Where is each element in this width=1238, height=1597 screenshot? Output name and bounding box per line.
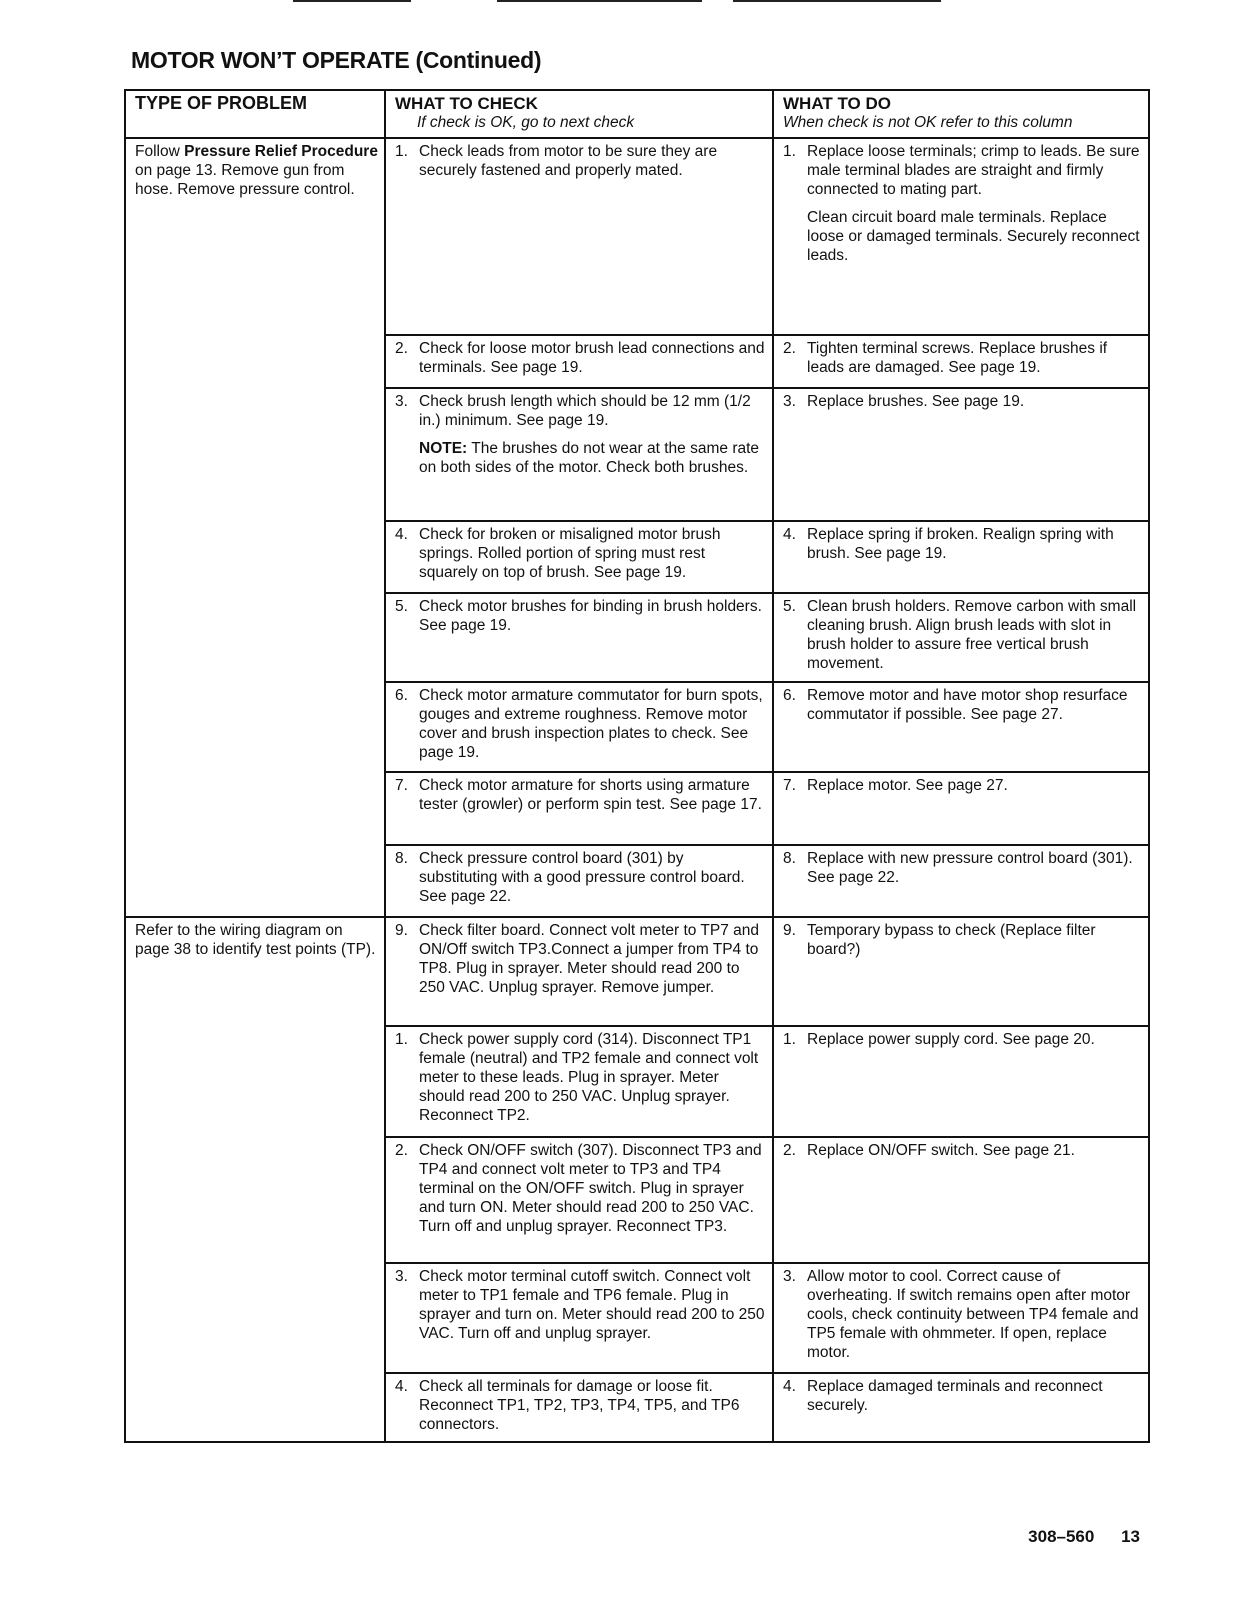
check-text: Check motor brushes for binding in brush holders. See page 19. <box>419 598 762 634</box>
check-number: 9. <box>395 922 408 939</box>
check-cell <box>385 138 773 335</box>
doc-number: 308–560 <box>1028 1527 1095 1546</box>
check-cell <box>385 388 773 521</box>
problem-emphasis: Pressure Relief Procedure <box>184 143 378 160</box>
action-number: 8. <box>783 850 796 867</box>
action-cell <box>773 388 1149 521</box>
check-cell <box>385 1026 773 1137</box>
page-footer <box>1006 1527 1140 1547</box>
problem-cell <box>125 917 385 1442</box>
check-number: 2. <box>395 1142 408 1159</box>
check-note <box>419 439 766 477</box>
check-cell <box>385 772 773 845</box>
top-rule-left <box>293 0 411 2</box>
check-text: Check motor terminal cutoff switch. Connect volt meter to TP1 female and TP6 female. Plug in sprayer and turn on. Meter should read 200 to 250 VAC. Turn off and unplug sprayer. <box>419 1268 765 1342</box>
action-text: Replace with new pressure control board (301). See page 22. <box>807 850 1133 886</box>
action-number: 4. <box>783 1378 796 1395</box>
top-rule-middle <box>497 0 702 2</box>
action-cell <box>773 1373 1149 1442</box>
action-cell <box>773 845 1149 917</box>
action-cell <box>773 1026 1149 1137</box>
check-number: 2. <box>395 340 408 357</box>
table-row <box>125 138 1149 335</box>
action-cell <box>773 138 1149 335</box>
action-text: Replace spring if broken. Realign spring with brush. See page 19. <box>807 526 1114 562</box>
action-number: 1. <box>783 1031 796 1048</box>
action-text: Replace power supply cord. See page 20. <box>807 1031 1095 1048</box>
check-number: 5. <box>395 598 408 615</box>
check-number: 3. <box>395 393 408 410</box>
action-number: 5. <box>783 598 796 615</box>
action-cell <box>773 335 1149 388</box>
action-text: Replace loose terminals; crimp to leads. Be sure male terminal blades are straight and firmly connected to mating part. <box>807 143 1140 198</box>
action-number: 9. <box>783 922 796 939</box>
action-number: 7. <box>783 777 796 794</box>
problem-text: Refer to the wiring diagram on page 38 to identify test points (TP). <box>135 922 376 958</box>
page-title: MOTOR WON’T OPERATE (Continued) <box>131 47 542 73</box>
action-number: 3. <box>783 1268 796 1285</box>
check-number: 1. <box>395 1031 408 1048</box>
check-cell <box>385 521 773 593</box>
check-number: 8. <box>395 850 408 867</box>
check-text: Check ON/OFF switch (307). Disconnect TP3 and TP4 and connect volt meter to TP3 and TP4 terminal on the ON/OFF switch. Plug in sprayer and turn ON. Meter should read 200 to 250 VAC. Turn off and unplug sprayer. Reconnect TP3. <box>419 1142 762 1235</box>
header-what-to-do: WHAT TO DO When check is not OK refer to this column <box>773 90 1149 138</box>
check-text: Check pressure control board (301) by substituting with a good pressure control board. See page 22. <box>419 850 745 905</box>
action-number: 1. <box>783 143 796 160</box>
check-text: Check motor armature commutator for burn spots, gouges and extreme roughness. Remove motor cover and brush inspection plates to check. See page 19. <box>419 687 763 761</box>
action-text: Allow motor to cool. Correct cause of overheating. If switch remains open after motor cools, check continuity between TP4 female and TP5 female with ohmmeter. If open, replace motor. <box>807 1268 1139 1361</box>
troubleshooting-table <box>124 89 1150 1443</box>
check-number: 3. <box>395 1268 408 1285</box>
action-text: Replace damaged terminals and reconnect securely. <box>807 1378 1103 1414</box>
action-number: 2. <box>783 340 796 357</box>
problem-text: on page 13. Remove gun from hose. Remove pressure control. <box>135 162 355 198</box>
check-number: 6. <box>395 687 408 704</box>
action-text: Clean brush holders. Remove carbon with small cleaning brush. Align brush leads with slot in brush holder to assure free vertical brush movement. <box>807 598 1137 672</box>
check-cell <box>385 1373 773 1442</box>
table-row <box>125 917 1149 1026</box>
table-header-row <box>125 90 1149 138</box>
action-number: 2. <box>783 1142 796 1159</box>
check-text: Check for broken or misaligned motor brush springs. Rolled portion of spring must rest squarely on top of brush. See page 19. <box>419 526 721 581</box>
action-text: Replace brushes. See page 19. <box>807 393 1025 410</box>
action-text: Replace motor. See page 27. <box>807 777 1008 794</box>
action-number: 4. <box>783 526 796 543</box>
note-text: The brushes do not wear at the same rate on both sides of the motor. Check both brushes. <box>419 440 760 476</box>
action-cell <box>773 593 1149 682</box>
top-rule-right <box>733 0 941 2</box>
action-text: Replace ON/OFF switch. See page 21. <box>807 1142 1075 1159</box>
action-number: 6. <box>783 687 796 704</box>
check-cell <box>385 335 773 388</box>
header-what-to-check: WHAT TO CHECK If check is OK, go to next check <box>385 90 773 138</box>
action-text: Remove motor and have motor shop resurface commutator if possible. See page 27. <box>807 687 1128 723</box>
note-label: NOTE: <box>419 440 468 457</box>
check-cell <box>385 917 773 1026</box>
check-cell <box>385 1137 773 1263</box>
check-text: Check brush length which should be 12 mm (1/2 in.) minimum. See page 19. <box>419 393 751 429</box>
action-cell <box>773 682 1149 772</box>
check-cell <box>385 845 773 917</box>
check-text: Check filter board. Connect volt meter to TP7 and ON/Off switch TP3.Connect a jumper from TP4 to TP8. Plug in sprayer. Meter should read 200 to 250 VAC. Unplug sprayer. Remove jumper. <box>419 922 760 996</box>
action-text: Temporary bypass to check (Replace filter board?) <box>807 922 1096 958</box>
check-cell <box>385 593 773 682</box>
action-cell <box>773 1137 1149 1263</box>
action-cell <box>773 521 1149 593</box>
check-number: 1. <box>395 143 408 160</box>
check-cell <box>385 682 773 772</box>
header-type-of-problem: TYPE OF PROBLEM <box>125 90 385 138</box>
check-cell <box>385 1263 773 1373</box>
page-number: 13 <box>1121 1527 1140 1546</box>
check-number: 4. <box>395 526 408 543</box>
action-cell <box>773 917 1149 1026</box>
check-number: 4. <box>395 1378 408 1395</box>
check-text: Check all terminals for damage or loose fit. Reconnect TP1, TP2, TP3, TP4, TP5, and TP6 connectors. <box>419 1378 740 1433</box>
problem-text: Follow <box>135 143 185 160</box>
action-cell <box>773 772 1149 845</box>
action-text: Tighten terminal screws. Replace brushes if leads are damaged. See page 19. <box>807 340 1108 376</box>
action-cell <box>773 1263 1149 1373</box>
check-text: Check for loose motor brush lead connections and terminals. See page 19. <box>419 340 765 376</box>
problem-cell <box>125 138 385 917</box>
action-number: 3. <box>783 393 796 410</box>
action-extra-text: Clean circuit board male terminals. Replace loose or damaged terminals. Securely reconnect leads. <box>807 209 1140 264</box>
check-text: Check leads from motor to be sure they are securely fastened and properly mated. <box>419 143 718 179</box>
check-number: 7. <box>395 777 408 794</box>
check-text: Check power supply cord (314). Disconnect TP1 female (neutral) and TP2 female and connect volt meter to these leads. Plug in sprayer. Meter should read 200 to 250 VAC. Unplug sprayer. Reconnect TP2. <box>419 1031 759 1124</box>
check-text: Check motor armature for shorts using armature tester (growler) or perform spin test. See page 17. <box>419 777 762 813</box>
